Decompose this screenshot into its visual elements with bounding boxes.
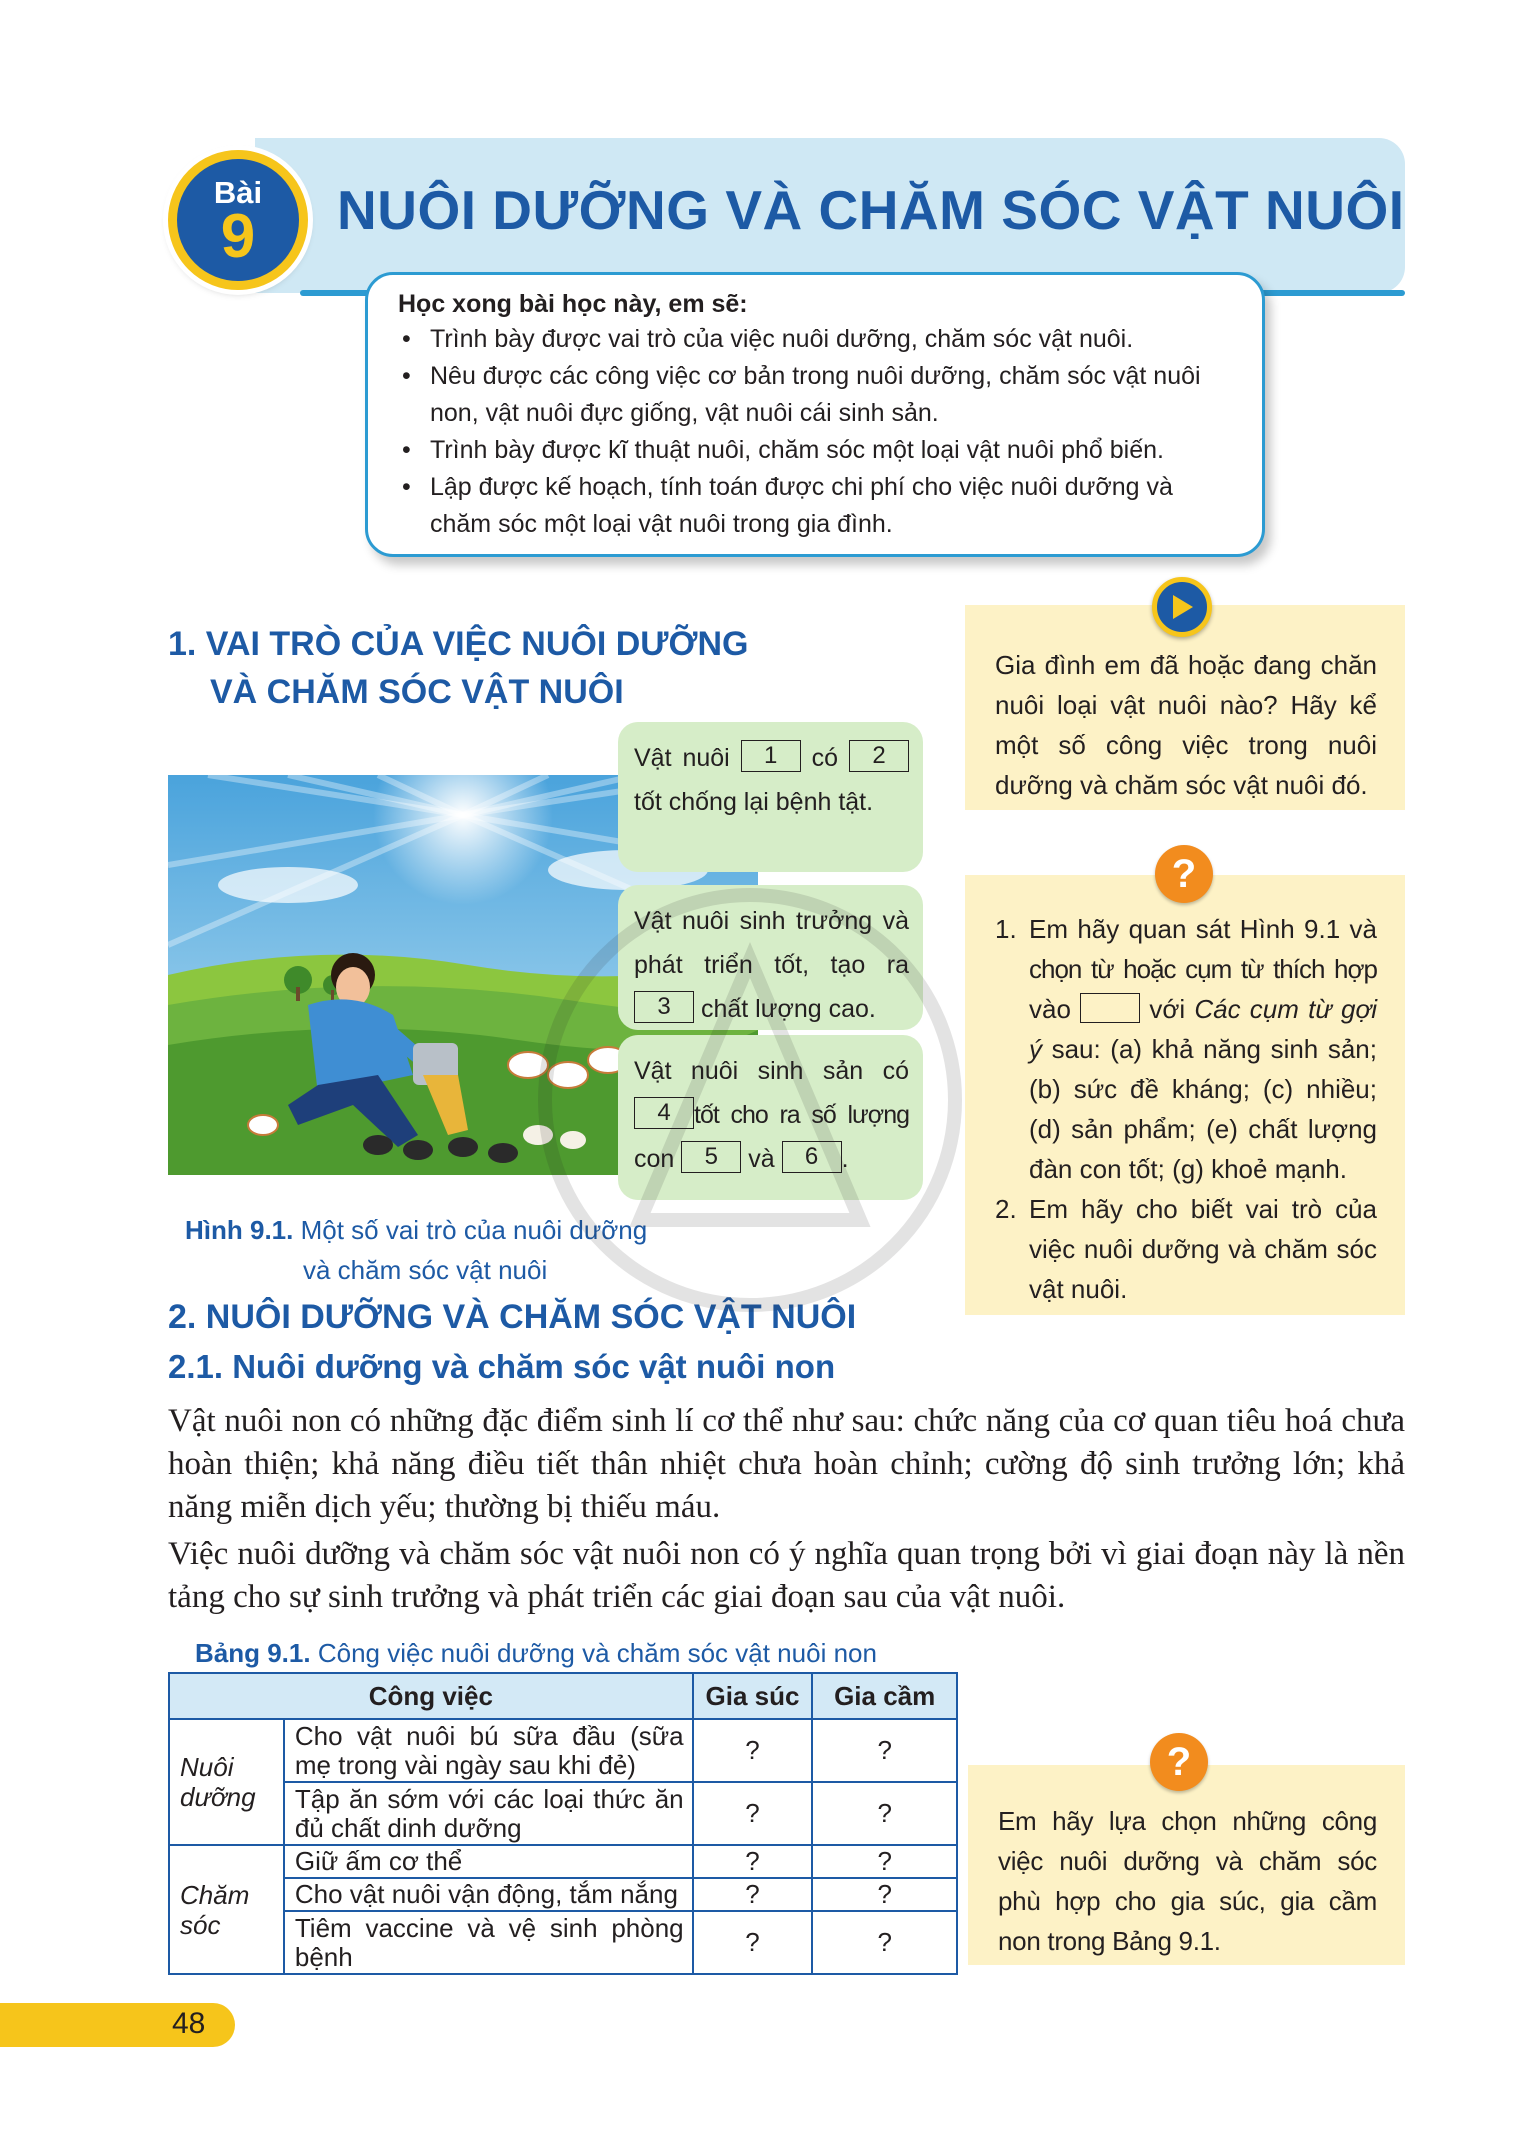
task-cell: Tiêm vaccine và vệ sinh phòng bệnh (284, 1911, 693, 1974)
callout2-text-b: chất lượng cao. (700, 995, 876, 1023)
objectives-list (398, 321, 1234, 543)
figure-caption-text1: Một số vai trò của nuôi dưỡng (300, 1215, 648, 1245)
care-table (168, 1672, 958, 1975)
question-1-text-d: với (1149, 994, 1186, 1024)
task-cell: Tập ăn sớm với các loại thức ăn đủ chất dinh dưỡng (284, 1782, 693, 1845)
question-2-text: Em hãy cho biết vai trò của việc nuôi dưỡng và chăm sóc vật nuôi. (1029, 1194, 1377, 1304)
callout1-text-a: Vật nuôi (634, 744, 730, 772)
answer-box-5: 5 (681, 1141, 741, 1173)
section1-line1: 1. VAI TRÒ CỦA VIỆC NUÔI DƯỠNG (168, 625, 749, 663)
callout3-text-b: tốt cho ra số lượng (694, 1101, 909, 1129)
question-2-number: 2. (995, 1194, 1017, 1224)
question-1-number: 1. (995, 914, 1017, 944)
objective-item: • Trình bày được kĩ thuật nuôi, chăm sóc một loại vật nuôi phổ biến. (398, 432, 1234, 469)
question-1-text-a: Em hãy quan sát Hình 9.1 và (1029, 914, 1377, 944)
poultry-cell: ? (812, 1911, 957, 1974)
section1-heading (168, 620, 748, 716)
table-caption-text: Công việc nuôi dưỡng và chăm sóc vật nuôi non (317, 1638, 877, 1668)
answer-box-1: 1 (741, 740, 801, 772)
objectives-box (365, 272, 1265, 557)
answer-box-4: 4 (634, 1097, 694, 1129)
callout2-text-a: Vật nuôi sinh trưởng và phát triển tốt, tạo ra (634, 907, 909, 979)
header-poultry: Gia cầm (812, 1673, 957, 1719)
section1-line2: VÀ CHĂM SÓC VẬT NUÔI (210, 673, 624, 711)
question-1-text-b: chọn từ hoặc cụm từ thích hợp (1029, 954, 1377, 984)
callout-3 (618, 1035, 923, 1200)
table-caption (195, 1638, 877, 1669)
callout3-text-a: Vật nuôi sinh sản có (634, 1057, 909, 1085)
figure-caption (185, 1210, 647, 1290)
table-row (169, 1782, 957, 1845)
table-row (169, 1878, 957, 1911)
header-work: Công việc (169, 1673, 693, 1719)
table-row (169, 1911, 957, 1974)
blank-box (1080, 993, 1140, 1023)
header-livestock: Gia súc (693, 1673, 813, 1719)
section2-heading: 2. NUÔI DƯỠNG VÀ CHĂM SÓC VẬT NUÔI (168, 1298, 857, 1336)
answer-box-2: 2 (849, 740, 909, 772)
poultry-cell: ? (812, 1719, 957, 1782)
livestock-cell: ? (693, 1911, 813, 1974)
callout3-text-c: con (634, 1145, 675, 1173)
question-1-text-c: vào (1029, 994, 1071, 1024)
callout1-text-c: tốt chống lại bệnh tật. (634, 788, 874, 816)
paragraph-2: Việc nuôi dưỡng và chăm sóc vật nuôi non có ý nghĩa quan trọng bởi vì giai đoạn này là nền tảng cho sự sinh trưởng và phát triển các giai đoạn sau của vật nuôi. (168, 1536, 1405, 1615)
badge-word: Bài (213, 174, 263, 210)
question-icon: ? (1155, 845, 1213, 903)
objective-item: • Trình bày được vai trò của việc nuôi dưỡng, chăm sóc vật nuôi. (398, 321, 1234, 358)
objective-item: • Nêu được các công việc cơ bản trong nuôi dưỡng, chăm sóc vật nuôi non, vật nuôi đực giống, vật nuôi cái sinh sản. (398, 358, 1234, 432)
paragraph-1: Vật nuôi non có những đặc điểm sinh lí cơ thể như sau: chức năng của cơ quan tiêu hoá chưa hoàn thiện; khả năng điều tiết thân nhiệt chưa hoàn chỉnh; cường độ sinh trưởng lớn; khả năng miễn dịch yếu; thường bị thiếu máu. (168, 1403, 1405, 1525)
table-header-row (169, 1673, 957, 1719)
page-number: 48 (172, 2007, 206, 2040)
group-nuoi-duong: Nuôi dưỡng (169, 1719, 284, 1845)
play-icon (1152, 577, 1212, 637)
figure-caption-text2: và chăm sóc vật nuôi (303, 1255, 548, 1285)
poultry-cell: ? (812, 1782, 957, 1845)
objectives-heading: Học xong bài học này, em sẽ: (398, 290, 748, 318)
poultry-cell: ? (812, 1878, 957, 1911)
livestock-cell: ? (693, 1719, 813, 1782)
answer-box-6: 6 (782, 1141, 842, 1173)
callout1-text-b: có (811, 744, 839, 772)
table-row (169, 1719, 957, 1782)
answer-box-3: 3 (634, 991, 694, 1023)
start-panel-text: Gia đình em đã hoặc đang chăn nuôi loại vật nuôi nào? Hãy kể một số công việc trong nuôi dưỡng và chăm sóc vật nuôi đó. (995, 650, 1377, 800)
livestock-cell: ? (693, 1845, 813, 1878)
lesson-badge (168, 150, 308, 290)
table-row (169, 1845, 957, 1878)
objective-item: • Lập được kế hoạch, tính toán được chi phí cho việc nuôi dưỡng và chăm sóc một loại vật nuôi trong gia đình. (398, 469, 1234, 543)
badge-number: 9 (220, 201, 256, 271)
question-2 (995, 1189, 1377, 1309)
question-1-text-e: sau: (a) khả năng sinh sản; (b) sức đề kháng; (c) nhiều; (d) sản phẩm; (e) chất lượng đàn con tốt; (g) khoẻ mạnh. (1029, 1034, 1377, 1184)
group-cham-soc: Chăm sóc (169, 1845, 284, 1974)
callout3-text-d: và (748, 1145, 775, 1173)
table-label: Bảng 9.1. (195, 1638, 311, 1668)
question-1-italic: Các cụm từ gợi ý (1029, 994, 1377, 1064)
callout-2 (618, 885, 923, 1030)
question-icon: ? (1150, 1733, 1208, 1791)
section2-1-heading: 2.1. Nuôi dưỡng và chăm sóc vật nuôi non (168, 1348, 836, 1385)
question-1 (995, 909, 1377, 1189)
livestock-cell: ? (693, 1878, 813, 1911)
question-panel-1 (965, 875, 1405, 1315)
task-cell: Giữ ấm cơ thể (284, 1845, 693, 1878)
question-panel-2 (968, 1765, 1405, 1965)
lesson-title: NUÔI DƯỠNG VÀ CHĂM SÓC VẬT NUÔI (337, 179, 1405, 241)
figure-label: Hình 9.1. (185, 1215, 294, 1245)
poultry-cell: ? (812, 1845, 957, 1878)
task-cell: Cho vật nuôi vận động, tắm nắng (284, 1878, 693, 1911)
task-cell: Cho vật nuôi bú sữa đầu (sữa mẹ trong vài ngày sau khi đẻ) (284, 1719, 693, 1782)
callout-1 (618, 722, 923, 872)
livestock-cell: ? (693, 1782, 813, 1845)
question-panel-2-text: Em hãy lựa chọn những công việc nuôi dưỡng và chăm sóc phù hợp cho gia súc, gia cầm non trong Bảng 9.1. (998, 1806, 1377, 1956)
question-list (995, 909, 1377, 1309)
callout3-text-e: . (841, 1145, 849, 1173)
